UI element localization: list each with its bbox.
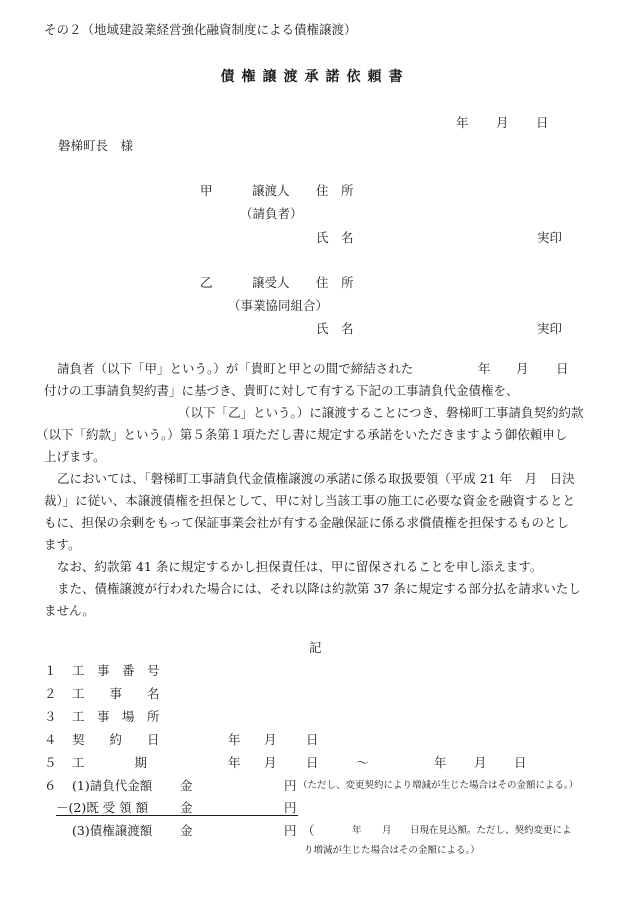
p4-line-1: また、債権譲渡が行われた場合には、それ以降は約款第 37 条に規定する部分払を請求いたし [57, 581, 581, 596]
date-month: 月 [496, 115, 509, 130]
item-3-number: ３ [44, 709, 57, 724]
item-5-tilde: ～ [356, 755, 369, 770]
item-5-start-year: 年 [228, 755, 241, 770]
party-a-seal: 実印 [537, 230, 563, 245]
p2-line-4: ます。 [44, 537, 81, 552]
document-title: 債権譲渡承諾依頼書 [220, 69, 410, 85]
body-line-1-month: 月 [516, 361, 529, 376]
item-2-number: ２ [44, 686, 57, 701]
p2-line-3: もに、担保の余剰をもって保証事業会社が有する金融保証に係る求償債権を担保するものとし [44, 515, 570, 530]
body-line-4: （以下「約款」という。）第５条第１項ただし書に規定する承諾をいただきますよう御依頼申し [36, 427, 568, 442]
item-6-received-yen: 円 [284, 800, 297, 815]
p2-line-2: 裁）」に従い、本譲渡債権を担保として、甲に対し当該工事の施工に必要な資金を融資するとと [44, 493, 576, 508]
body-line-1-day: 日 [556, 361, 569, 376]
party-a-mark: 甲 [200, 183, 213, 198]
party-a-role: 譲渡人 [252, 183, 290, 198]
item-6-assign-amount-kin: 金 [180, 823, 193, 838]
item-6-received-label: －(2)既 受 領 額 [56, 800, 149, 815]
item-3-label: 工 事 場 所 [72, 709, 160, 724]
p4-line-2: ません。 [44, 603, 95, 618]
party-b-sub-role: （事業協同組合） [228, 298, 329, 313]
body-line-1-text: 請負者（以下「甲」という。）が「貴町と甲との間で締結された [57, 361, 414, 376]
body-line-3-text: （以下「乙」という。）に譲渡することにつき、磐梯町工事請負契約約款 [178, 405, 584, 420]
p3-line: なお、約款第 41 条に規定するかし担保責任は、甲に留保されることを申し添えます。 [57, 559, 543, 574]
item-6-number: ６ [44, 778, 57, 793]
item-4-month: 月 [264, 732, 277, 747]
item-5-end-day: 日 [514, 755, 527, 770]
item-6-received-kin: 金 [180, 800, 193, 815]
item-1-number: １ [44, 663, 57, 678]
body-line-1-year: 年 [478, 361, 491, 376]
party-b-address-label: 住 所 [316, 275, 354, 290]
party-b-mark: 乙 [200, 275, 213, 290]
item-6-assign-note-2: り増減が生じた場合はその金額による。） [304, 845, 480, 856]
item-4-label: 契 約 日 [72, 732, 160, 747]
item-5-end-month: 月 [474, 755, 487, 770]
date-year: 年 [456, 115, 469, 130]
item-6-received-underline [56, 815, 298, 816]
item-4-day: 日 [306, 732, 319, 747]
item-6-contract-amount-label: (1)請負代金額 [72, 778, 153, 793]
item-1-label: 工 事 番 号 [72, 663, 160, 678]
item-4-year: 年 [228, 732, 241, 747]
body-line-2: 付けの工事請負契約書」に基づき、貴町に対して有する下記の工事請負代金債権を、 [44, 383, 519, 398]
item-5-start-day: 日 [306, 755, 319, 770]
header-note: その２（地域建設業経営強化融資制度による債権譲渡） [44, 22, 357, 37]
date-day: 日 [536, 115, 549, 130]
p2-line-1: 乙においては、「磐梯町工事請負代金債権譲渡の承諾に係る取扱要領（平成 21 年 月 日決 [57, 471, 575, 486]
item-4-number: ４ [44, 732, 57, 747]
body-line-1 [44, 361, 584, 383]
item-6-contract-amount-kin: 金 [180, 778, 193, 793]
ki-heading: 記 [309, 640, 322, 655]
item-5-label: 工 期 [72, 755, 148, 770]
body-line-3 [44, 405, 584, 427]
item-6-assign-month: 月 [382, 825, 392, 836]
item-6-assign-paren: （ [302, 823, 315, 838]
item-6-assign-year: 年 [352, 825, 362, 836]
party-a-sub-role: （請負者） [240, 206, 303, 221]
item-6-contract-amount-note: （ただし、変更契約により増減が生じた場合はその金額による。） [298, 780, 579, 791]
party-b-role: 譲受人 [252, 275, 290, 290]
party-a-address-label: 住 所 [316, 183, 354, 198]
item-5-number: ５ [44, 755, 57, 770]
request-body [36, 361, 584, 625]
item-2-label: 工 事 名 [72, 686, 160, 701]
item-6-contract-amount-yen: 円 [284, 778, 297, 793]
body-line-5: 上げます。 [44, 449, 106, 464]
addressee: 磐梯町長 様 [58, 138, 134, 153]
party-a-name-label: 氏 名 [316, 230, 354, 245]
item-5-end-year: 年 [434, 755, 447, 770]
party-b-seal: 実印 [537, 321, 563, 336]
item-6-assign-note-1: 日現在見込額。ただし、契約変更によ [410, 825, 572, 836]
item-6-assign-amount-yen: 円 [284, 823, 297, 838]
item-6-assign-amount-label: (3)債権譲渡額 [72, 823, 153, 838]
item-5-start-month: 月 [264, 755, 277, 770]
party-b-name-label: 氏 名 [316, 321, 354, 336]
